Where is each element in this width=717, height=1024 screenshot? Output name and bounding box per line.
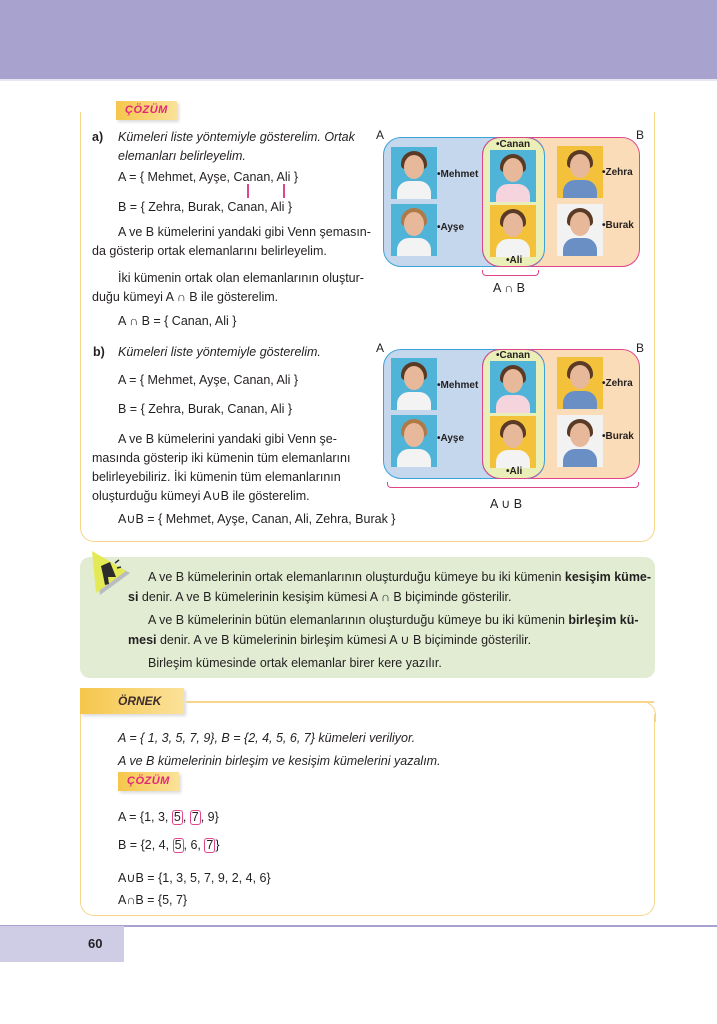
part-b-set-b: B = { Zehra, Burak, Canan, Ali } (118, 402, 293, 416)
part-b-instruction: Kümeleri liste yöntemiyle gösterelim. (118, 345, 321, 359)
element-mehmet: •Mehmet (437, 169, 479, 180)
part-a-set-b: B = { Zehra, Burak, Canan, Ali } (118, 200, 293, 214)
intersection-caption: A ∩ B (493, 281, 525, 295)
part-b-para-4: oluşturduğu kümeyi A∪B ile gösterelim. (92, 489, 310, 503)
element-ali: •Ali (506, 255, 523, 266)
definition-union: A ve B kümelerinin bütün elemanlarının oluşturduğu kümeye bu iki kümenin birleşim kü- (148, 613, 639, 627)
element-zehra: •Zehra (602, 167, 633, 178)
definition-intersection: A ve B kümelerinin ortak elemanlarının oluşturduğu kümeye bu iki kümenin kesişim küme- (148, 570, 652, 584)
part-a-para2: İki kümenin ortak olan elemanlarının oluştur- (118, 271, 364, 285)
photo-burak (557, 204, 603, 256)
example-rule (186, 701, 654, 703)
set-a-label: A (376, 341, 385, 355)
page-number: 60 (88, 936, 103, 951)
element-burak: •Burak (602, 431, 634, 442)
photo-ali (490, 416, 536, 468)
part-a-para2-2: duğu kümeyi A ∩ B ile gösterelim. (92, 290, 279, 304)
part-a-para1: A ve B kümelerini yandaki gibi Venn şemasın- (118, 225, 371, 239)
part-a-result: A ∩ B = { Canan, Ali } (118, 314, 237, 328)
example-tag: ÖRNEK (118, 694, 162, 708)
photo-zehra (557, 146, 603, 198)
part-b-set-a: A = { Mehmet, Ayşe, Canan, Ali } (118, 373, 299, 387)
photo-ayse (391, 415, 437, 467)
correspondence-arrow-ali (283, 184, 285, 198)
part-a-set-a: A = { Mehmet, Ayşe, Canan, Ali } (118, 170, 299, 184)
set-b-label: B (636, 341, 645, 355)
element-canan: •Canan (496, 350, 531, 361)
photo-zehra (557, 357, 603, 409)
solution-tag: ÇÖZÜM (116, 101, 177, 120)
element-ali: •Ali (506, 466, 523, 477)
part-a-instruction: Kümeleri liste yöntemiyle gösterelim. Ortak (118, 130, 355, 144)
example-question: A ve B kümelerinin birleşim ve kesişim kümelerini yazalım. (118, 754, 441, 768)
example-given-sets: A = { 1, 3, 5, 7, 9}, B = {2, 4, 5, 6, 7} kümeleri veriliyor. (118, 731, 416, 745)
element-burak: •Burak (602, 220, 634, 231)
correspondence-arrow-canan (247, 184, 249, 198)
element-zehra: •Zehra (602, 378, 633, 389)
example-solution-tag: ÇÖZÜM (118, 772, 179, 791)
element-mehmet: •Mehmet (437, 380, 479, 391)
union-caption: A ∪ B (490, 497, 523, 511)
page-number-box (0, 926, 124, 962)
example-set-b: B = {2, 4, 5 , 6, 7 } (118, 838, 220, 852)
part-a-para1-2: da gösterip ortak elemanlarını belirleyelim. (92, 244, 327, 258)
example-intersection: A∩B = {5, 7} (118, 893, 188, 907)
photo-mehmet (391, 147, 437, 199)
definition-intersection-2: si denir. A ve B kümelerinin kesişim kümesi A ∩ B biçiminde gösterilir. (128, 590, 512, 604)
header-band (0, 0, 717, 79)
photo-canan (490, 361, 536, 413)
part-b-result: A∪B = { Mehmet, Ayşe, Canan, Ali, Zehra, Burak } (118, 512, 396, 526)
definition-note: Birleşim kümesinde ortak elemanlar birer kere yazılır. (148, 656, 442, 670)
set-b-label: B (636, 128, 645, 142)
part-b-label: b) (93, 345, 105, 359)
part-b-para-3: belirleyebiliriz. İki kümenin tüm elemanlarının (92, 470, 341, 484)
photo-burak (557, 415, 603, 467)
definition-union-2: mesi denir. A ve B kümelerinin birleşim kümesi A ∪ B biçiminde gösterilir. (128, 633, 532, 647)
part-b-para-2: masında gösterip iki kümenin tüm elemanlarını (92, 451, 351, 465)
set-a-label: A (376, 128, 385, 142)
intersection-brace (482, 270, 539, 276)
element-ayse: •Ayşe (437, 433, 465, 444)
part-a-instruction-2: elemanları belirleyelim. (118, 149, 246, 163)
photo-ayse (391, 204, 437, 256)
union-brace (387, 482, 639, 488)
header-divider (0, 79, 717, 81)
photo-mehmet (391, 358, 437, 410)
part-b-para: A ve B kümelerini yandaki gibi Venn şe- (118, 432, 337, 446)
element-canan: •Canan (496, 139, 531, 150)
example-union: A∪B = {1, 3, 5, 7, 9, 2, 4, 6} (118, 871, 271, 885)
photo-ali (490, 205, 536, 257)
part-a-label: a) (92, 130, 104, 144)
photo-canan (490, 150, 536, 202)
element-ayse: •Ayşe (437, 222, 465, 233)
example-set-a: A = {1, 3, 5 , 7 , 9} (118, 810, 219, 824)
